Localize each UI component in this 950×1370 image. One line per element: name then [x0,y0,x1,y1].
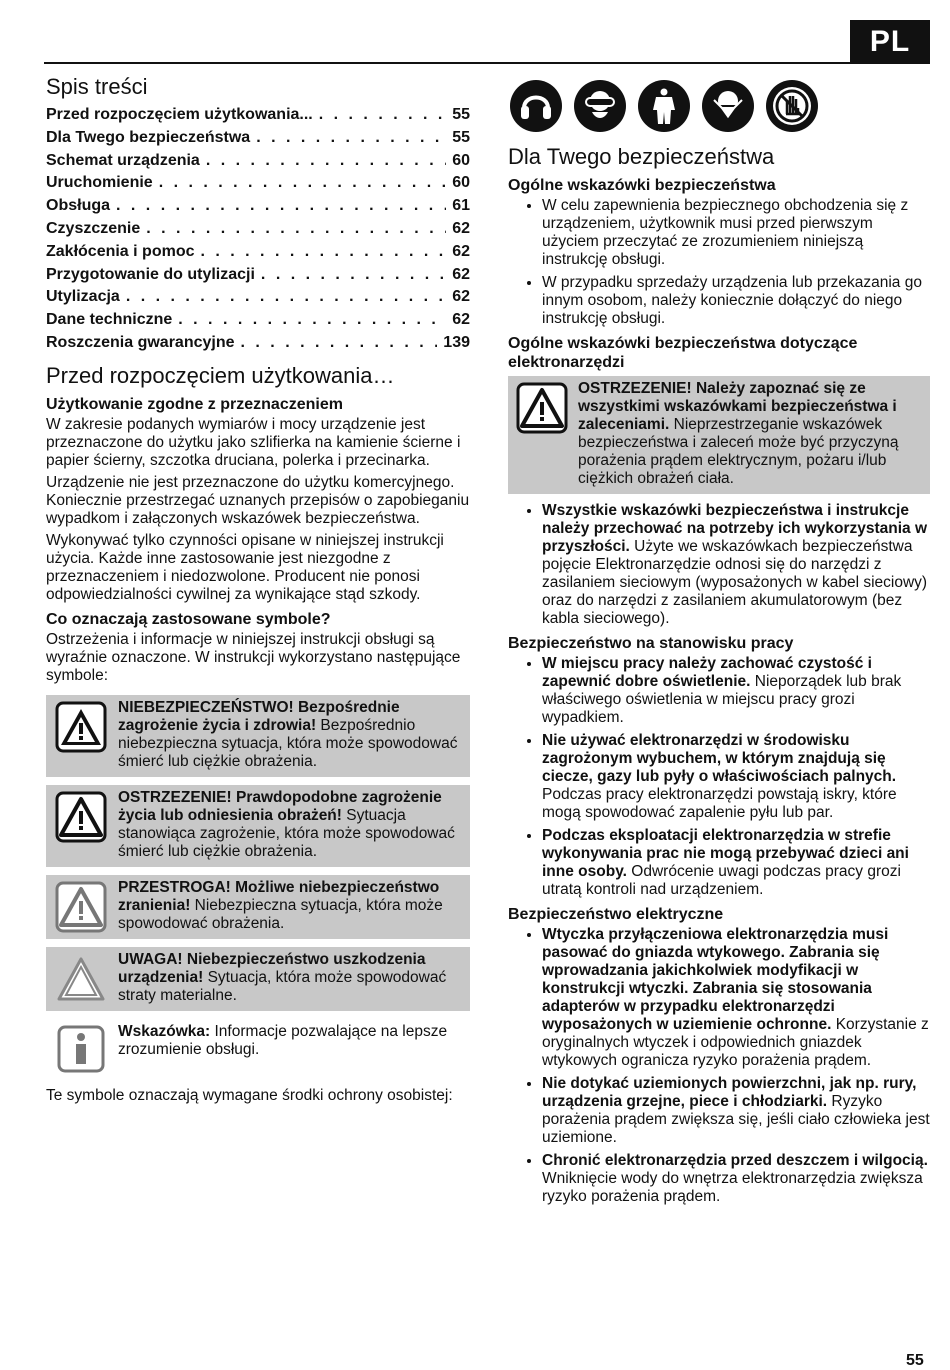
warning-icon [508,376,576,494]
protective-clothing-icon [638,80,690,132]
list-item-bold: Wszystkie wskazówki bezpieczeństwa i instrukcje należy przechować na potrzeby ich wykorzystania w przyszłości. [542,502,928,555]
toc-page: 60 [452,174,470,192]
danger-box [46,695,470,777]
toc-leader [206,150,446,173]
list-item-text: Wniknięcie wody do wnętrza elektronarzędzia zwiększa ryzyko porażenia prądem. [542,1170,923,1205]
list-item-bold: Chronić elektronarzędzia przed deszczem i wilgocią. [542,1152,928,1169]
toc-leader [319,104,446,127]
liability-paragraph: Wykonywać tylko czynności opisane w niniejszej instrukcji użycia. Każde inne zastosowanie jest niezgodne z przeznaczeniem i niedozwolone. Producent nie ponosi odpowiedzialności cywilnej za wynikające stąd szkody. [46,531,444,603]
notice-label: UWAGA! Niebezpieczeństwo uszkodzenia urządzenia! [118,950,426,986]
toc-label: Dane techniczne [46,311,173,329]
toc-label: Czyszczenie [46,219,141,237]
toc-row[interactable] [46,104,470,127]
ppe-intro: Te symbole oznaczają wymagane środki ochrony osobistej: [46,1086,453,1104]
list-item [542,926,930,1070]
toc-label: Przygotowanie do utylizacji [46,265,255,283]
caution-icon [46,875,116,939]
general-safety-list [508,197,930,328]
page-number: 55 [906,1352,924,1369]
toc-leader [200,241,446,264]
toc-page: 62 [452,311,470,329]
workplace-safety-list [508,655,930,899]
list-item-bold: Wtyczka przyłączeniowa elektronarzędzia musi pasować do gniazda wtykowego. Zabrania się wprowadzania jakichkolwiek modyfikacji w konstrukcji wtyczki. Zabrania się stosowania adapterów w przypadku elektronarzędzi wyposażonych w uziemienie ochronne. [542,926,889,1033]
toc-page: 55 [452,128,470,146]
toc-label: Dla Twego bezpieczeństwa [46,128,251,146]
caution-box [46,875,470,939]
safety-heading: Dla Twego bezpieczeństwa [508,144,775,169]
warning-label: OSTRZEZENIE! Prawdopodobne zagrożenie życia lub odniesienia obrażeń! [118,788,442,824]
power-tools-heading: Ogólne wskazówki bezpieczeństwa dotyczące elektronarzędzi [508,335,858,371]
caution-text: Niebezpieczna sytuacja, która może spowodować obrażenia. [118,896,443,932]
toc-page: 60 [452,151,470,169]
list-item-bold: Nie używać elektronarzędzi w środowisku zagrożonym wybuchem, w którym znajdują się ciecze, gazy lub pyły o właściwościach palnych. [542,732,897,785]
language-tab: PL [850,20,930,64]
toc-row[interactable] [46,150,470,173]
notice-box [46,947,470,1011]
intended-use-paragraph: W zakresie podanych wymiarów i mocy urządzenie jest przeznaczone do użytku jako szlifierka na kamienie ścierne i papier ścierny, szczotka druciana, polerka i przecinarka. [46,415,461,469]
ear-protection-icon [510,80,562,132]
list-item [542,827,930,899]
toc-label: Przed rozpoczęciem użytkowania... [46,106,313,123]
toc-label: Roszczenia gwarancyjne [46,333,235,351]
list-item-text: Odwrócenie uwagi podczas pracy grozi utratą kontroli nad urządzeniem. [542,863,901,898]
toc-row[interactable] [46,286,470,309]
ppe-icon-row [510,80,930,132]
commercial-use-paragraph: Urządzenie nie jest przeznaczone do użytku komercyjnego. Koniecznie przestrzegać uznanych przepisów o zapobieganiu wypadkom i załączonych wskazówek bezpieczeństwa. [46,473,470,527]
list-item-bold: Nie dotykać uziemionych powierzchni, jak np. rury, urządzenia grzejne, piece i chłodziarki. [542,1075,917,1110]
toc-row[interactable] [46,195,470,218]
symbols-intro: Ostrzeżenia i informacje w niniejszej instrukcji obsługi są wyraźnie oznaczone. W instrukcji wykorzystano następujące symbole: [46,630,461,684]
list-item: • W przypadku sprzedaży urządzenia lub przekazania go innym osobom, należy koniecznie dołączyć do niego instrukcję obsługi. [542,274,930,328]
list-item [542,1152,930,1206]
toc-row[interactable] [46,332,470,355]
toc-row[interactable] [46,309,470,332]
list-item [542,655,930,727]
table-of-contents [46,104,470,355]
list-item-text: Użyte we wskazówkach bezpieczeństwa pojęcie Elektronarzędzie odnosi się do narzędzi z zasilaniem sieciowym (wyposażonych w kabel sieciowy) oraz do narzędzi z zasilaniem akumulatorowym (bez kabla sieciowego). [542,538,928,627]
toc-label: Obsługa [46,197,111,215]
toc-row[interactable] [46,264,470,287]
before-use-heading: Przed rozpoczęciem użytkowania… [46,362,395,388]
toc-label: Zakłócenia i pomoc [46,242,195,260]
electrical-safety-heading: Bezpieczeństwo elektryczne [508,906,724,923]
symbols-heading: Co oznaczają zastosowane symbole? [46,610,331,628]
toc-leader [159,172,447,195]
dust-mask-icon [702,80,754,132]
toc-leader [116,195,446,218]
toc-leader [261,264,446,287]
toc-page: 62 [452,242,470,260]
electrical-safety-list [508,926,930,1206]
toc-title: Spis treści [46,74,148,99]
list-item: • W celu zapewnienia bezpiecznego obchodzenia się z urządzeniem, użytkownik musi przed pierwszym użyciem przeczytać ze zrozumieniem niniejszą instrukcję obsługi. [542,197,930,269]
toc-row[interactable] [46,218,470,241]
list-item [542,502,930,628]
toc-leader [126,286,446,309]
toc-page: 139 [443,333,470,351]
danger-text: Bezpośrednio niebezpieczna sytuacja, która może spowodować śmierć lub ciężkie obrażenia. [118,716,458,770]
toc-page: 62 [452,219,470,237]
warning-box [46,785,470,867]
no-gloves-icon [766,80,818,132]
warning-icon [46,785,116,867]
danger-label: NIEBEZPIECZEŃSTWO! Bezpośrednie zagrożenie życia i zdrowia! [118,698,400,734]
toc-label: Schemat urządzenia [46,151,200,169]
toc-leader [241,332,438,355]
caution-label: PRZESTROGA! Możliwe niebezpieczeństwo zranienia! [118,878,440,914]
danger-icon [46,695,116,777]
list-item-bold: W miejscu pracy należy zachować czystość i zapewnić dobre oświetlenie. [542,655,872,690]
workplace-safety-heading: Bezpieczeństwo na stanowisku pracy [508,635,794,652]
list-item-bold: Podczas eksploatacji elektronarzędzia w strefie wykonywania prac nie mogą przebywać dzieci ani inne osoby. [542,827,909,880]
toc-label: Utylizacja [46,288,120,306]
warning-text: Nieprzestrzeganie wskazówek bezpieczeństwa i zaleceń może być przyczyną porażenia prądem elektrycznym, pożaru i/lub ciężkich obrażeń ciała. [578,416,899,487]
left-column [46,70,470,1109]
list-item [542,1075,930,1147]
notice-icon [46,947,116,1011]
toc-leader [178,309,446,332]
notice-text: Sytuacja, która może spowodować straty materialne. [118,968,447,1004]
list-item-text: Korzystanie z oryginalnych wtyczek i odpowiednich gniazdek wtykowych ogranicza ryzyko porażenia prądem. [542,1016,929,1069]
list-item-text: Ryzyko porażenia prądem zwiększa się, jeśli ciało człowieka jest uziemione. [542,1093,930,1146]
toc-page: 55 [452,106,470,123]
toc-label: Uruchomienie [46,174,153,192]
toc-row[interactable] [46,172,470,195]
top-rule [44,62,852,64]
toc-leader [146,218,446,241]
toc-row[interactable] [46,241,470,264]
info-box [46,1019,470,1073]
toc-page: 62 [452,265,470,283]
keep-instructions-list [508,502,930,628]
warning-label: OSTRZEZENIE! Należy zapoznać się ze wszystkimi wskazówkami bezpieczeństwa i zaleceniami. [578,380,897,433]
eye-protection-icon [574,80,626,132]
info-icon [46,1019,116,1073]
list-item-text: Podczas pracy elektronarzędzi powstają iskry, które mogą spowodować zapalenie pyłu lub par. [542,786,897,821]
toc-row[interactable] [46,127,470,150]
list-item [542,732,930,822]
list-item-text: Nieporządek lub brak właściwego oświetlenia w miejscu pracy grozi wypadkiem. [542,673,902,726]
toc-page: 62 [452,288,470,306]
right-column [508,70,930,1212]
info-label: Wskazówka: [118,1022,211,1040]
info-text: Informacje pozwalające na lepsze zrozumienie obsługi. [118,1022,448,1058]
power-tool-warning-box [508,376,930,494]
warning-text: Sytuacja stanowiąca zagrożenie, która może spowodować śmierć lub ciężkie obrażenia. [118,806,455,860]
intended-use-heading: Użytkowanie zgodne z przeznaczeniem [46,395,343,413]
toc-page: 61 [452,197,470,215]
toc-leader [256,127,446,150]
general-safety-heading: Ogólne wskazówki bezpieczeństwa [508,177,776,194]
